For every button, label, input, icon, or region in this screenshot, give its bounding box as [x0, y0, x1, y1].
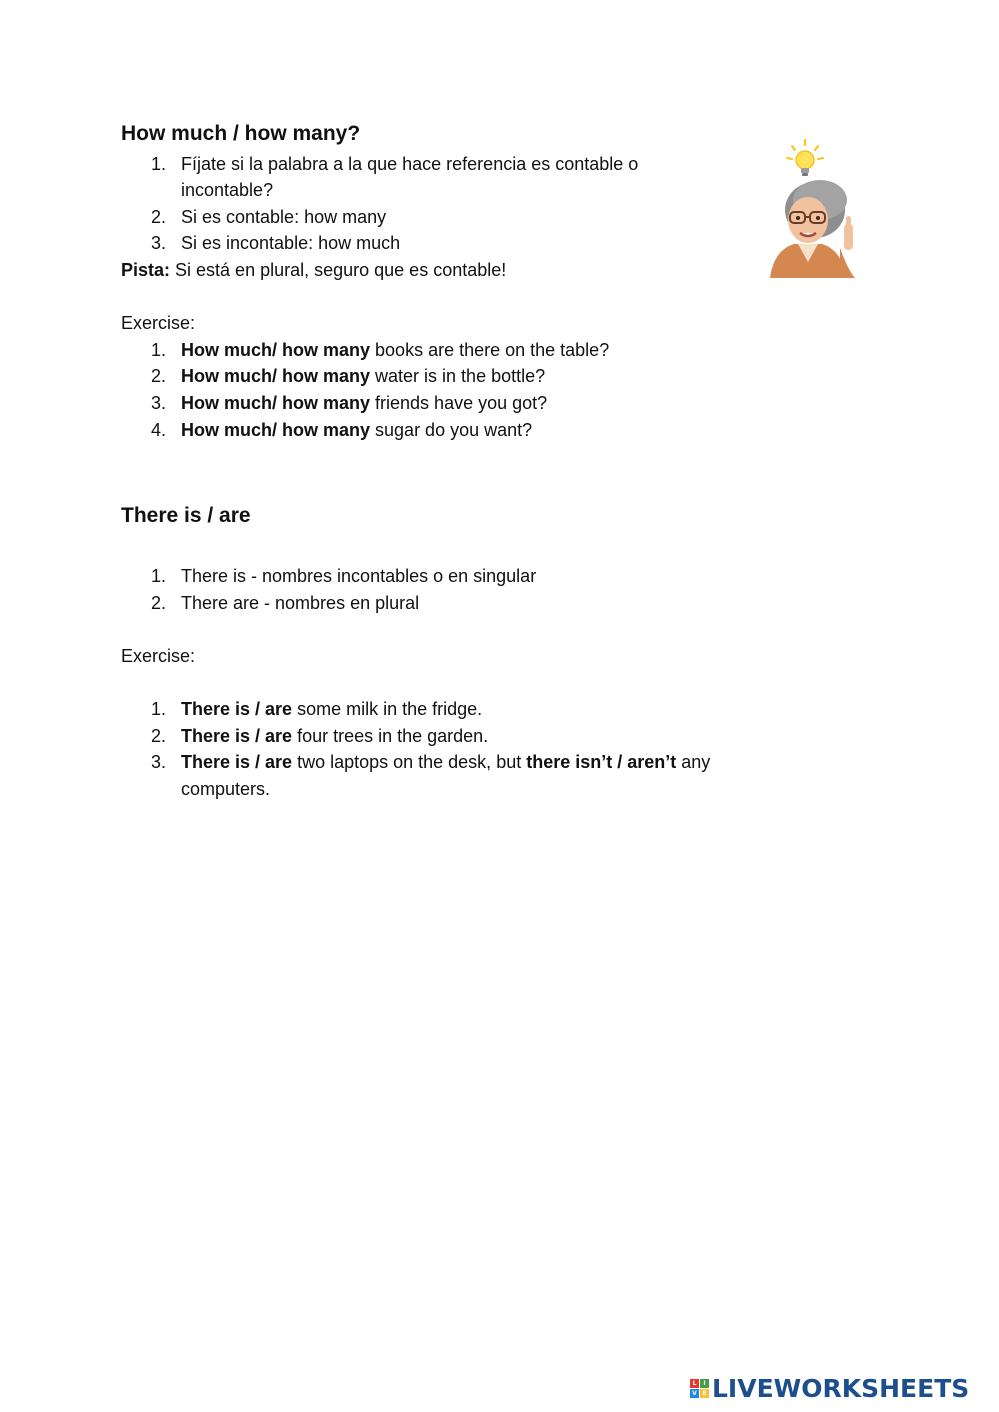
section-title-how-much: How much / how many? — [121, 122, 361, 145]
hint-line — [121, 257, 506, 284]
lightbulb-icon — [787, 140, 823, 176]
exercise-label: Exercise: — [121, 313, 196, 333]
hint-text: Si está en plural, seguro que es contable! — [170, 260, 507, 280]
logo-text: LIVEWORKSHEETS — [712, 1373, 970, 1403]
section-title-there-is: There is / are — [121, 504, 251, 527]
liveworksheets-logo — [690, 1374, 969, 1402]
hint-label: Pista: — [121, 260, 171, 280]
exercise-label: Exercise: — [121, 646, 196, 666]
teacher-avatar-idea-icon — [760, 138, 870, 278]
logo-grid-icon: L I V E — [690, 1379, 709, 1398]
